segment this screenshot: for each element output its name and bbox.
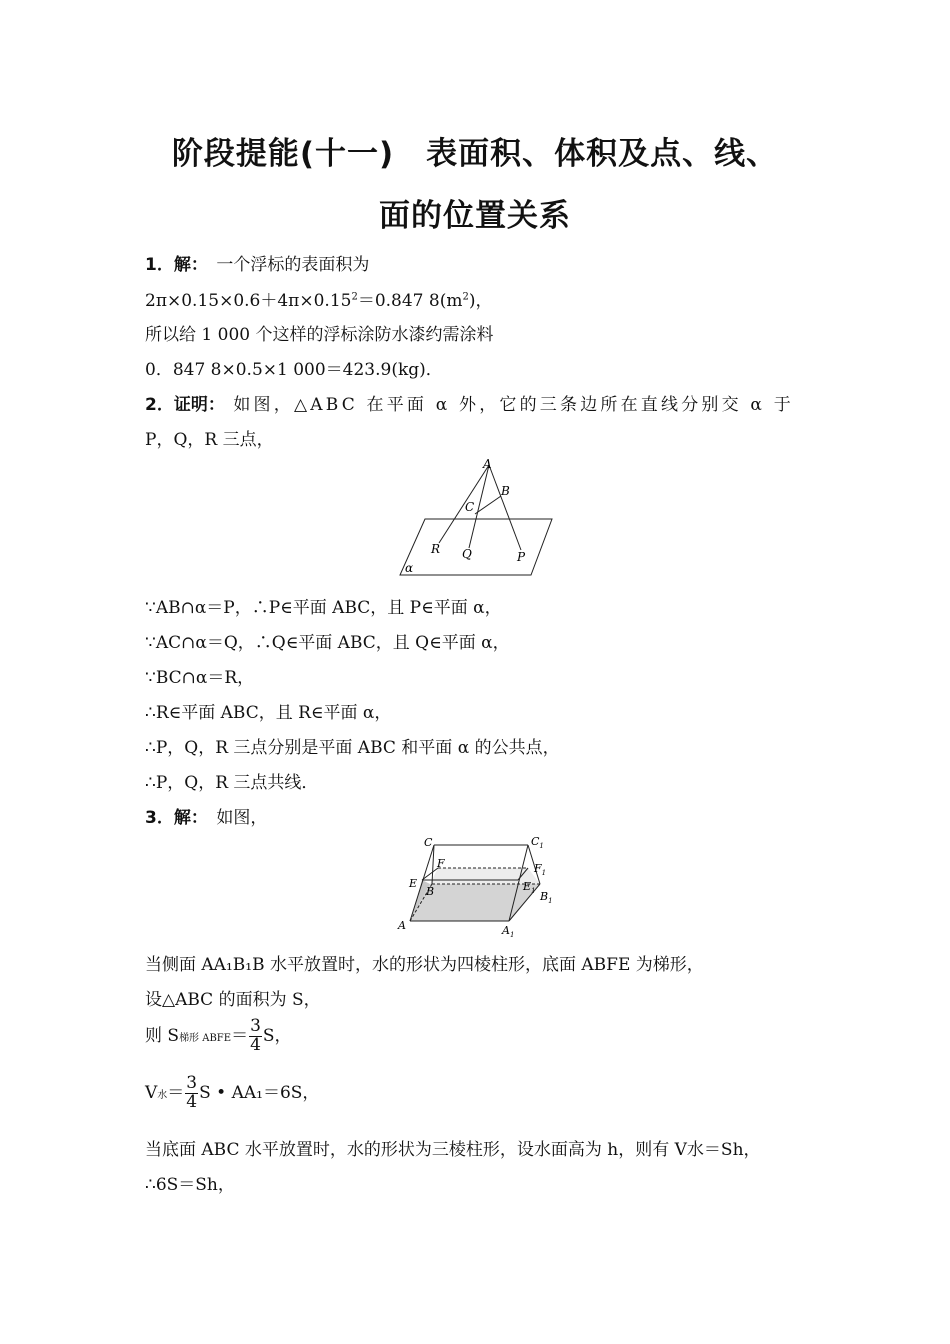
fraction-denominator: 4 <box>250 1034 261 1055</box>
fig-label-A: A <box>483 457 492 471</box>
fig-label-E1: $E_1$ <box>523 880 536 895</box>
problem-2-intro <box>145 390 794 415</box>
problem-3-line-6: ∴6S＝Sh， <box>145 1175 235 1195</box>
problem-2-step-1: ∵AB∩α＝P，∴P∈平面 ABC，且 P∈平面 α， <box>145 598 502 618</box>
problem-2-step-4: ∴R∈平面 ABC，且 R∈平面 α， <box>145 703 392 723</box>
fig-label-P: P <box>517 550 526 564</box>
formula-part-a: 2π×0.15×0.6＋4π×0.15 <box>145 291 352 311</box>
problem-1-label: 1．解： <box>145 255 200 275</box>
problem-2-intro-2: P，Q，R 三点， <box>145 430 274 450</box>
problem-3-line-5: 当底面 ABC 水平放置时，水的形状为三棱柱形，设水面高为 h，则有 V水＝Sh， <box>145 1140 761 1160</box>
problem-2-intro-text: 如图，△ABC 在平面 α 外，它的三条边所在直线分别交 α 于 <box>233 395 794 415</box>
fig-label-R: R <box>431 542 441 556</box>
fig-label-A1: $A_1$ <box>502 924 515 939</box>
fig-label-B: B <box>501 484 510 498</box>
page-title-line-2: 面的位置关系 <box>379 198 571 234</box>
problem-1-formula <box>145 286 492 311</box>
problem-3-line-1: 当侧面 AA₁B₁B 水平放置时，水的形状为四棱柱形，底面 ABFE 为梯形， <box>145 955 704 975</box>
problem-2-step-5: ∴P，Q，R 三点分别是平面 ABC 和平面 α 的公共点， <box>145 738 560 758</box>
line4-sub: 水 <box>157 1089 168 1101</box>
problem-2-label: 2．证明： <box>145 395 217 415</box>
problem-1-sentence: 所以给 1 000 个这样的浮标涂防水漆约需涂料 <box>145 325 494 345</box>
fig-label-A: A <box>398 919 406 932</box>
problem-3-intro <box>145 803 267 828</box>
fraction-denominator: 4 <box>186 1091 198 1112</box>
line3-eq: ＝ <box>231 1025 249 1046</box>
fraction-numerator: 3 <box>186 1073 198 1093</box>
fig-label-C: C <box>424 836 433 849</box>
fig-label-C1: $C_1$ <box>531 835 544 850</box>
formula-part-b: ＝0.847 8(m <box>357 291 463 311</box>
problem-3-line-4 <box>145 1075 319 1112</box>
fig-label-B1: $B_1$ <box>540 890 553 905</box>
fraction-three-quarters-2 <box>185 1075 198 1112</box>
problem-2-step-6: ∴P，Q，R 三点共线． <box>145 773 319 793</box>
problem-1-intro-text: 一个浮标的表面积为 <box>216 255 370 275</box>
problem-3-line-2: 设△ABC 的面积为 S， <box>145 990 321 1010</box>
fig-label-B: B <box>426 885 435 898</box>
fig-label-F: F <box>437 857 445 870</box>
fig-label-C: C <box>465 500 475 514</box>
fig-label-alpha: α <box>405 561 414 575</box>
formula-sup-2: 2 <box>462 291 469 303</box>
fig-label-E: E <box>409 877 418 890</box>
formula-part-c: )， <box>468 291 493 311</box>
problem-3-line-3 <box>145 1018 292 1055</box>
page-title-line-1: 阶段提能(十一) 表面积、体积及点、线、 <box>171 136 779 172</box>
fraction-numerator: 3 <box>250 1016 261 1036</box>
problem-2-step-2: ∵AC∩α＝Q，∴Q∈平面 ABC，且 Q∈平面 α， <box>145 633 510 653</box>
line3-pre: 则 S <box>145 1025 180 1046</box>
fig-label-F1: $F_1$ <box>534 862 547 877</box>
prism-water-figure <box>392 832 560 940</box>
line4-eq: ＝ <box>167 1082 185 1103</box>
fraction-three-quarters <box>249 1018 262 1055</box>
line4-pre: V <box>145 1082 158 1103</box>
plane-triangle-figure <box>395 455 560 580</box>
problem-3-label: 3．解： <box>145 808 200 828</box>
problem-1-intro <box>145 250 369 275</box>
formula-sup: 2 <box>351 291 358 303</box>
line3-sub: 梯形 ABFE <box>179 1032 232 1044</box>
line3-post: S， <box>262 1025 292 1046</box>
line4-post: S • AA₁＝6S， <box>199 1082 320 1103</box>
problem-3-intro-text: 如图， <box>216 808 268 828</box>
problem-2-step-3: ∵BC∩α＝R， <box>145 668 255 688</box>
fig-label-Q: Q <box>462 547 472 561</box>
problem-1-result: 0．847 8×0.5×1 000＝423.9(kg)． <box>145 360 443 380</box>
